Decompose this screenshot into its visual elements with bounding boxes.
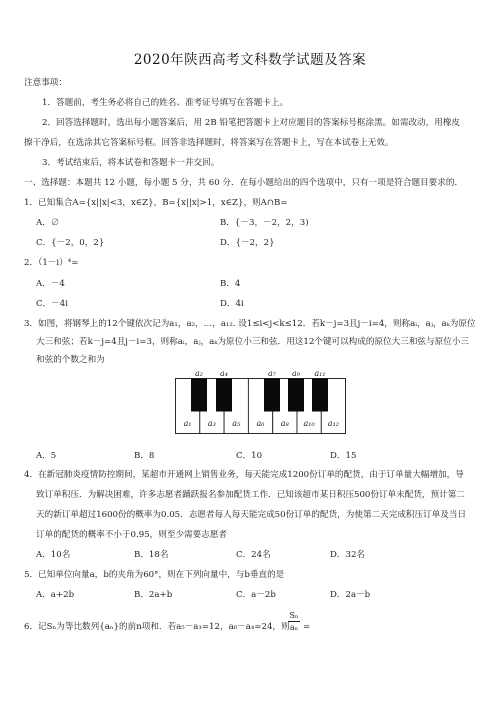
question-6-equals: =: [303, 622, 311, 632]
notice-item-2b: 擦干净后，在选涂其它答案标号框。回答非选择题时，将答案写在答题卡上，写在本试卷上无效。: [24, 138, 394, 148]
question-2-option-c: C．－4i: [36, 299, 68, 309]
black-key-label: a₇: [268, 369, 276, 378]
black-key-label: a₂: [195, 369, 203, 378]
question-1-option-c: C．{－2，0，2}: [36, 238, 105, 248]
question-1-option-d: D．{－2，2}: [220, 238, 275, 248]
question-4-line-4: 订单的配货的概率不小于0.95，则至少需要志愿者: [36, 530, 228, 540]
question-4-option-a: A．10名: [36, 550, 71, 560]
white-key-label: a₁₂: [327, 419, 339, 428]
black-key-a11: [312, 379, 328, 412]
black-key-label: a₉: [292, 369, 300, 378]
question-3-line-2: 大三和弦；若k－j=4且j－i=3，则称aᵢ，aⱼ，aₖ为原位小三和弦．用这12个键可以构成的原位大三和弦与原位小三: [36, 337, 470, 347]
question-3-option-a: A．5: [36, 451, 57, 461]
question-5-option-c: C．a－2b: [236, 590, 276, 600]
question-4-line-1: 4．在新冠肺炎疫情防控期间，某超市开通网上销售业务，每天能完成1200份订单的配货，由于订单量大幅增加，导: [24, 470, 464, 480]
black-key-a2: [191, 379, 207, 412]
white-key-label: a₃: [207, 419, 216, 428]
question-1-option-b: B．{－3，－2，2，3): [220, 218, 309, 228]
white-key-label: a₆: [256, 419, 265, 428]
white-key-label: a₅: [232, 419, 241, 428]
question-5-stem: 5．已知单位向量a，b的夹角为60°，则在下列向量中，与b垂直的是: [24, 570, 285, 580]
question-6-fraction: [286, 611, 302, 632]
question-3-line-3: 和弦的个数之和为: [36, 355, 105, 365]
question-4-option-d: D．32名: [330, 550, 366, 560]
black-key-label: a₁₁: [314, 369, 326, 378]
question-4-option-b: B．18名: [134, 550, 169, 560]
question-1-stem: 1．已知集合A={x||x|<3，x∈Z}，B={x||x|>1，x∈Z}，则A∩B=: [24, 198, 288, 208]
question-3-option-d: D．15: [330, 451, 357, 461]
question-2-option-d: D．4i: [220, 299, 244, 309]
notice-item-1: 1．答题前，考生务必将自己的姓名、准考证号填写在答题卡上。: [42, 98, 289, 108]
question-2-option-a: A．－4: [36, 279, 65, 289]
section-heading: 一、选择题：本题共 12 小题，每小题 5 分，共 60 分．在每小题给出的四个选项中，只有一项是符合题目要求的．: [24, 178, 464, 188]
black-key-a9: [288, 379, 304, 412]
notice-item-3: 3．考试结束后，将本试卷和答题卡一并交回。: [42, 158, 220, 168]
question-2-option-b: B．4: [220, 279, 241, 289]
white-key-label: a₁: [183, 419, 192, 428]
piano-keyboard-svg: [175, 368, 346, 434]
question-4-line-2: 致订单积压．为解决困难，许多志愿者踊跃报名参加配货工作．已知该超市某日积压500份订单未配货，预计第二: [36, 490, 465, 500]
black-key-label: a₄: [220, 369, 228, 378]
question-2-stem: 2．（1－i）⁴=: [24, 258, 79, 268]
fraction-numerator: Sₙ: [289, 611, 299, 620]
page-title: 2020年陕西高考文科数学试题及答案: [133, 52, 367, 68]
white-key-label: a₈: [280, 419, 289, 428]
question-5-option-b: B．2a+b: [134, 590, 173, 600]
notice-heading: 注意事项：: [24, 78, 67, 88]
black-key-a7: [264, 379, 280, 412]
question-3-line-1: 3．如图，将钢琴上的12个键依次记为a₁，a₂，…，a₁₂. 设1≤i<j<k≤12．若k－j=3且j－i=4，则称aᵢ，aⱼ，aₖ为原位: [24, 319, 476, 329]
question-5-option-d: D．2a－b: [330, 590, 371, 600]
fraction-denominator: aₙ: [289, 623, 299, 632]
question-3-option-c: C．10: [236, 451, 263, 461]
fraction-bar: [288, 621, 300, 622]
white-key-label: a₁₀: [303, 419, 315, 428]
question-6-stem: 6．记Sₙ为等比数列{aₙ}的前n项和．若a₅－a₃=12，a₆－a₄=24，则: [24, 622, 290, 632]
piano-keyboard-figure: [175, 368, 346, 434]
black-key-a4: [216, 379, 232, 412]
question-3-option-b: B．8: [134, 451, 155, 461]
notice-item-2a: 2．回答选择题时，选出每小题答案后，用 2B 铅笔把答题卡上对应题目的答案标号框涂黑。如需改动，用橡皮: [42, 118, 461, 128]
question-4-option-c: C．24名: [236, 550, 271, 560]
question-5-option-a: A．a+2b: [36, 590, 75, 600]
question-1-option-a: A．∅: [36, 218, 60, 228]
question-4-line-3: 天的新订单超过1600份的概率为0.05．志愿者每人每天能完成50份订单的配货，为使第二天完成积压订单及当日: [36, 510, 467, 520]
